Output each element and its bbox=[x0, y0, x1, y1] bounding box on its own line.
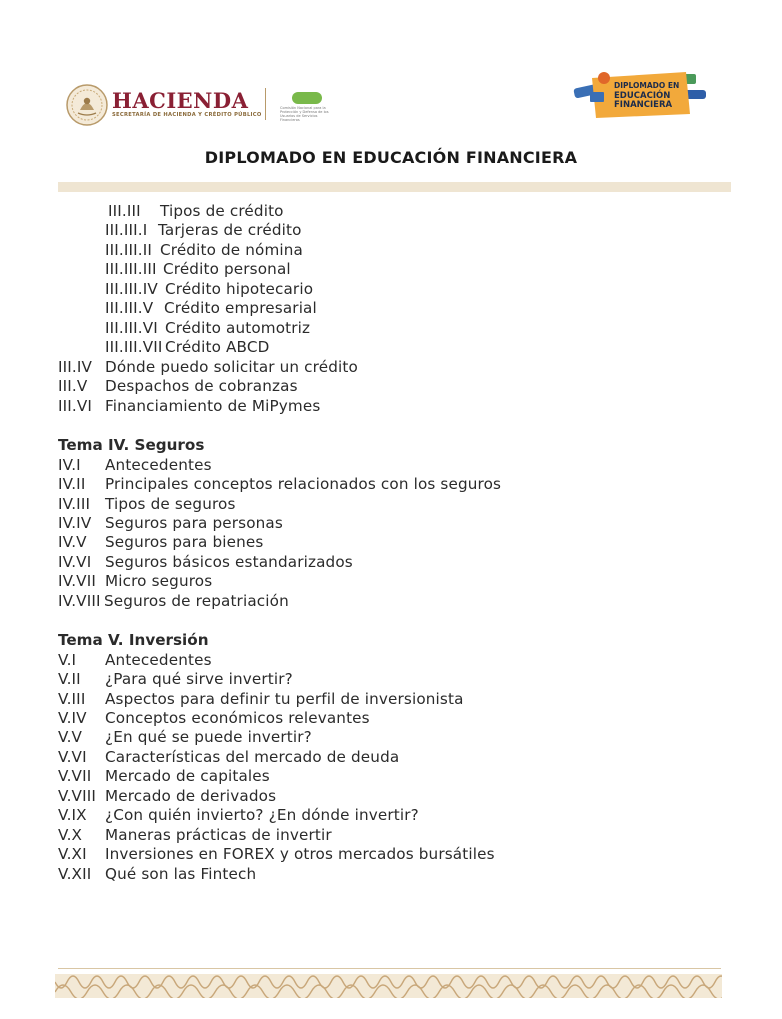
item-code: III.III.IV bbox=[105, 280, 158, 298]
svg-text:FINANCIERA: FINANCIERA bbox=[614, 100, 673, 110]
footer-pattern-band bbox=[55, 974, 722, 998]
item-text: Seguros de repatriación bbox=[104, 592, 289, 610]
item-text: Antecedentes bbox=[105, 456, 212, 474]
item-text: Crédito automotriz bbox=[165, 319, 311, 337]
item-code: III.III.VI bbox=[105, 319, 158, 337]
item-code: IV.VI bbox=[58, 553, 92, 571]
diplomado-badge-logo bbox=[570, 64, 710, 126]
item-text: Seguros para personas bbox=[105, 514, 283, 532]
header-divider bbox=[265, 88, 266, 120]
item-text: Crédito de nómina bbox=[160, 241, 304, 259]
item-text: Financiamiento de MiPymes bbox=[105, 397, 321, 415]
item-text: Aspectos para definir tu perfil de inversionista bbox=[105, 690, 464, 708]
item-code: V.VII bbox=[58, 767, 92, 785]
svg-text:EDUCACIÓN: EDUCACIÓN bbox=[614, 91, 671, 101]
item-code: III.IV bbox=[58, 358, 93, 376]
item-code: V.III bbox=[58, 690, 86, 708]
footer-rule bbox=[58, 968, 721, 969]
document-title: DIPLOMADO EN EDUCACIÓN FINANCIERA bbox=[204, 148, 578, 167]
item-code: V.XII bbox=[58, 865, 92, 883]
item-code: IV.I bbox=[58, 456, 81, 474]
item-text: Tipos de seguros bbox=[105, 495, 236, 513]
item-code: V.VIII bbox=[58, 787, 96, 805]
item-text: Crédito empresarial bbox=[164, 299, 317, 317]
item-code: III.V bbox=[58, 377, 88, 395]
item-code: III.III.V bbox=[105, 299, 154, 317]
item-text: Tipos de crédito bbox=[160, 202, 284, 220]
item-text: ¿En qué se puede invertir? bbox=[105, 728, 312, 746]
condusef-subtitle: Comisión Nacional para la Protección y Defensa de los Usuarios de Servicios Financieros bbox=[280, 106, 329, 122]
item-text: Mercado de derivados bbox=[105, 787, 277, 805]
item-code: IV.VIII bbox=[58, 592, 101, 610]
item-text: Seguros para bienes bbox=[105, 533, 264, 551]
item-code: V.IX bbox=[58, 806, 87, 824]
item-code: IV.IV bbox=[58, 514, 92, 532]
condusef-logo bbox=[292, 92, 322, 104]
item-text: Principales conceptos relacionados con los seguros bbox=[105, 475, 502, 493]
title-underline-band bbox=[58, 182, 731, 192]
item-code: V.XI bbox=[58, 845, 87, 863]
item-code: V.V bbox=[58, 728, 83, 746]
item-text: ¿Con quién invierto? ¿En dónde invertir? bbox=[105, 806, 419, 824]
item-code: III.VI bbox=[58, 397, 93, 415]
item-text: Despachos de cobranzas bbox=[105, 377, 298, 395]
section-heading: Tema V. Inversión bbox=[58, 631, 209, 649]
national-seal-logo bbox=[66, 84, 108, 126]
item-code: V.X bbox=[58, 826, 83, 844]
item-code: V.IV bbox=[58, 709, 87, 727]
page-header bbox=[0, 0, 782, 180]
item-text: ¿Para qué sirve invertir? bbox=[105, 670, 293, 688]
item-code: IV.V bbox=[58, 533, 87, 551]
item-text: Crédito ABCD bbox=[165, 338, 270, 356]
item-text: Antecedentes bbox=[105, 651, 212, 669]
item-code: V.II bbox=[58, 670, 81, 688]
item-text: Qué son las Fintech bbox=[105, 865, 257, 883]
item-text: Seguros básicos estandarizados bbox=[105, 553, 353, 571]
item-code: III.III.I bbox=[105, 221, 148, 239]
item-code: IV.VII bbox=[58, 572, 96, 590]
item-text: Mercado de capitales bbox=[105, 767, 270, 785]
item-text: Maneras prácticas de invertir bbox=[105, 826, 332, 844]
item-text: Conceptos económicos relevantes bbox=[105, 709, 370, 727]
item-code: V.I bbox=[58, 651, 77, 669]
item-code: III.III.VII bbox=[105, 338, 163, 356]
item-code: IV.III bbox=[58, 495, 91, 513]
item-text: Crédito personal bbox=[163, 260, 291, 278]
brand-subtitle: SECRETARÍA DE HACIENDA Y CRÉDITO PÚBLICO bbox=[112, 112, 262, 118]
svg-text:DIPLOMADO EN: DIPLOMADO EN bbox=[614, 81, 680, 90]
item-text: Micro seguros bbox=[105, 572, 213, 590]
item-text: Crédito hipotecario bbox=[165, 280, 314, 298]
item-code: V.VI bbox=[58, 748, 87, 766]
item-code: III.III bbox=[108, 202, 141, 220]
brand-name: HACIENDA bbox=[112, 88, 249, 113]
item-text: Dónde puedo solicitar un crédito bbox=[105, 358, 358, 376]
item-text: Tarjeras de crédito bbox=[158, 221, 302, 239]
item-text: Inversiones en FOREX y otros mercados bursátiles bbox=[105, 845, 495, 863]
item-code: III.III.III bbox=[105, 260, 157, 278]
item-code: III.III.II bbox=[105, 241, 152, 259]
item-code: IV.II bbox=[58, 475, 86, 493]
section-heading: Tema IV. Seguros bbox=[58, 436, 205, 454]
item-text: Características del mercado de deuda bbox=[105, 748, 400, 766]
